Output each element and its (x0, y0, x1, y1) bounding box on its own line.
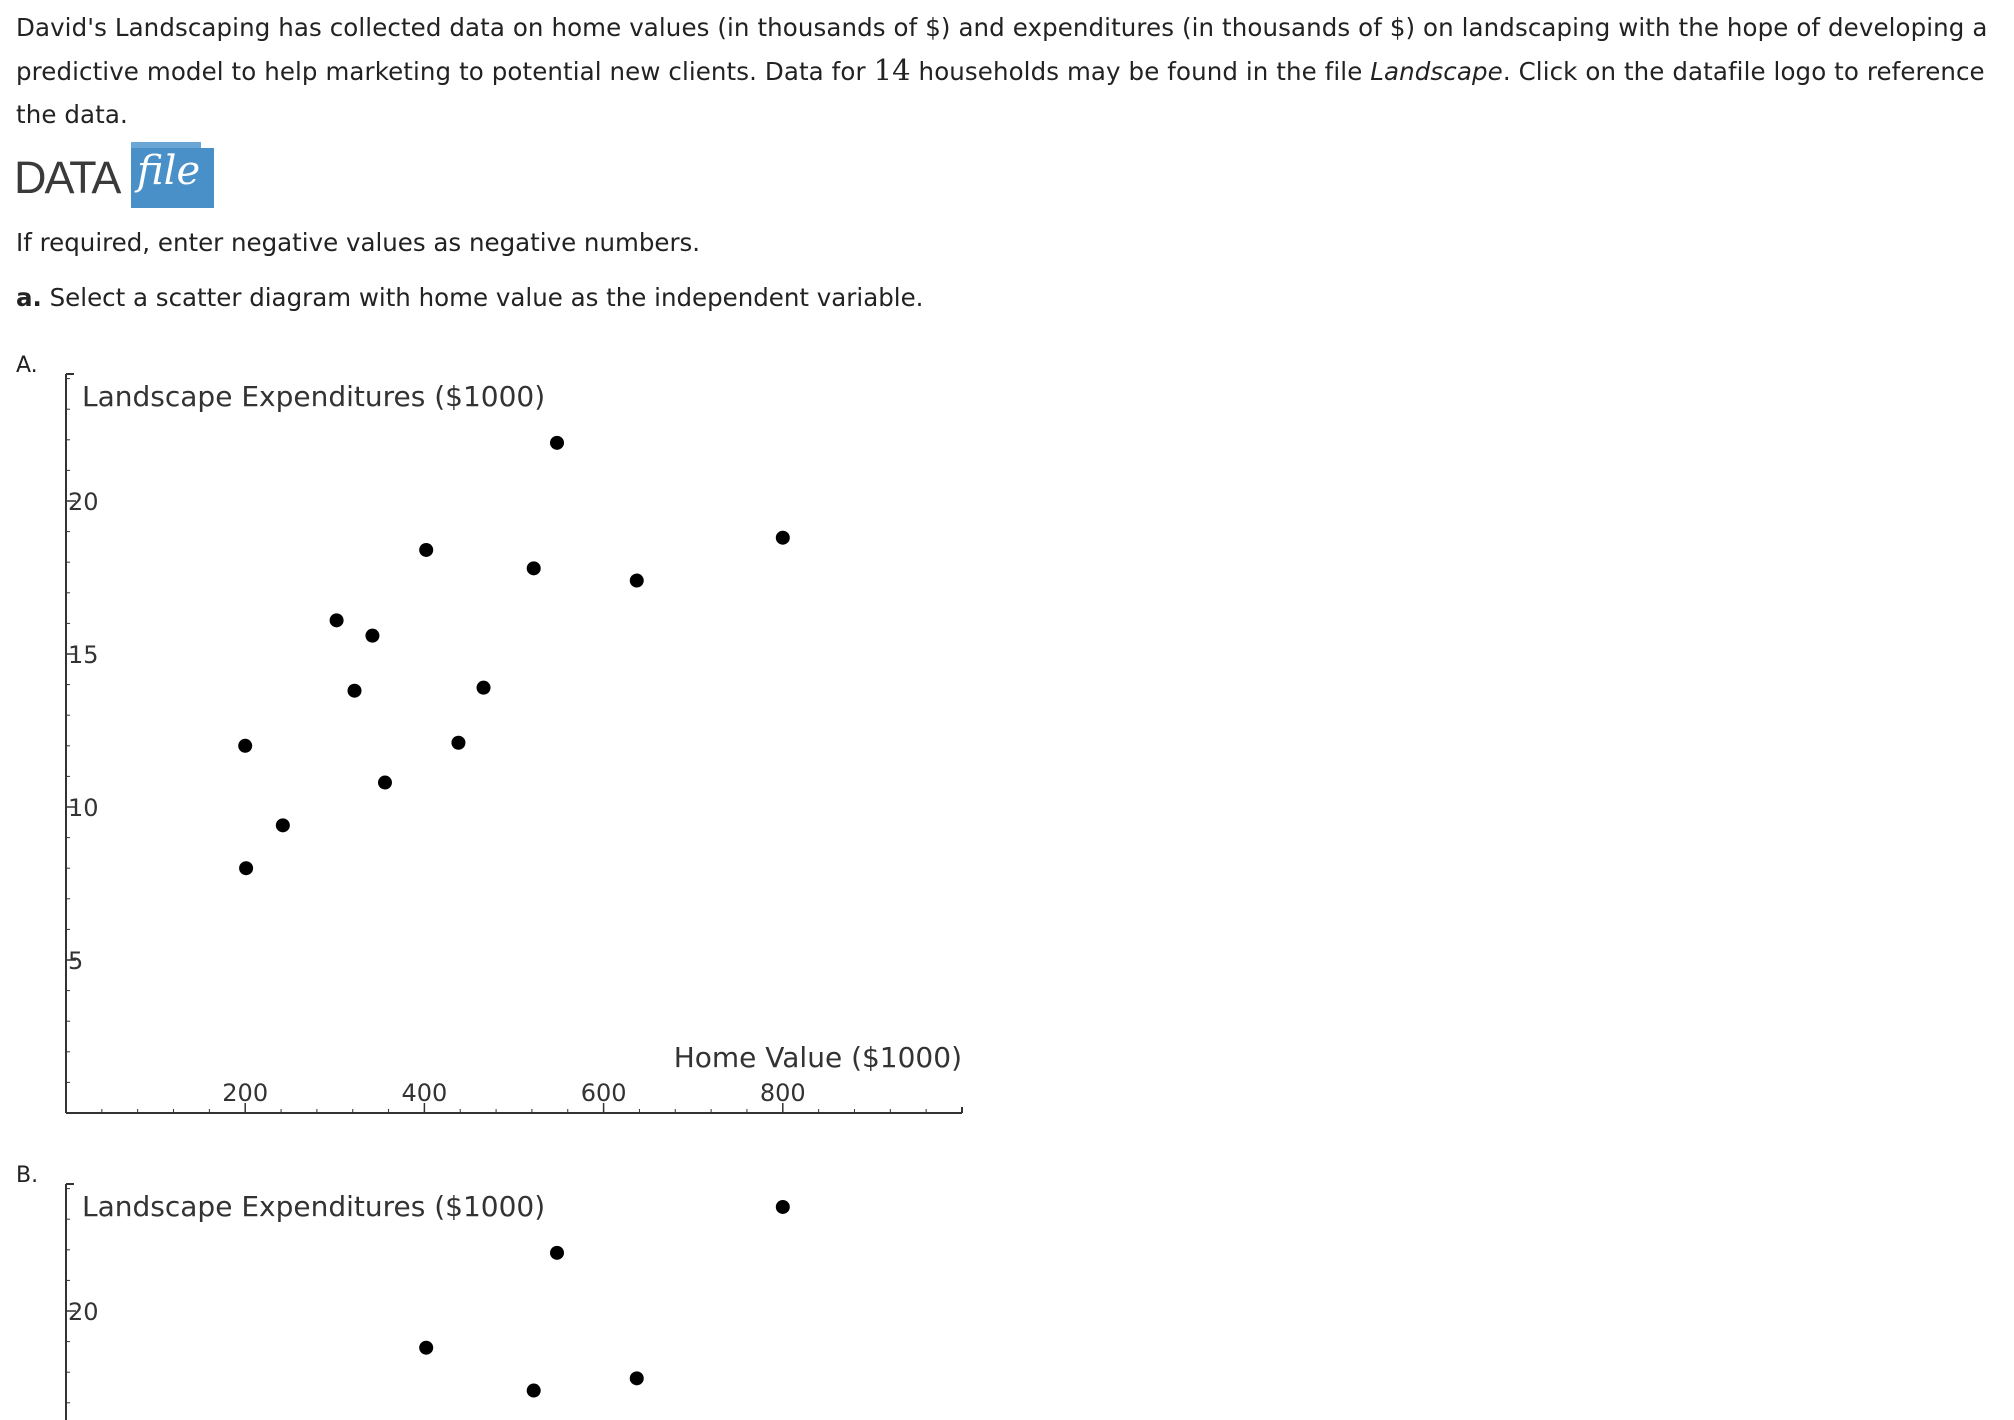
x-tick-label: 200 (222, 1079, 269, 1107)
option-b-label[interactable]: B. (16, 1163, 39, 1188)
datafile-logo-file-text: file (137, 148, 201, 194)
data-point (776, 531, 790, 545)
data-point (451, 736, 465, 750)
problem-intro (16, 6, 2006, 136)
data-point (239, 861, 253, 875)
data-point (238, 739, 252, 753)
question-a-label: a. (16, 283, 42, 312)
y-tick-label: 20 (68, 1298, 99, 1326)
data-point (630, 574, 644, 588)
data-point (477, 681, 491, 695)
data-point (550, 1246, 564, 1260)
data-point (365, 629, 379, 643)
data-point (419, 1341, 433, 1355)
datafile-name: Landscape (1370, 57, 1503, 86)
intro-text-3: . Click on the datafile logo to reference the data. (16, 57, 1985, 129)
data-point (378, 776, 392, 790)
data-point (330, 613, 344, 627)
data-point (776, 1200, 790, 1214)
data-point (419, 543, 433, 557)
datafile-logo-button[interactable] (14, 142, 214, 208)
y-tick-label: 10 (68, 794, 99, 822)
x-tick-label: 400 (401, 1079, 448, 1107)
y-axis-title: Landscape Expenditures ($1000) (82, 380, 546, 413)
x-axis-title: Home Value ($1000) (673, 1041, 962, 1074)
question-a-text: Select a scatter diagram with home value as the independent variable. (41, 283, 924, 312)
data-point (348, 684, 362, 698)
x-tick-label: 800 (759, 1079, 806, 1107)
intro-text-2: households may be found in the file (910, 57, 1371, 86)
data-point (276, 818, 290, 832)
option-a-scatter-chart[interactable] (60, 360, 1250, 1140)
option-a-label[interactable]: A. (16, 353, 38, 378)
instruction-text: If required, enter negative values as negative numbers. (16, 228, 701, 257)
folder-icon (117, 142, 214, 208)
intro-text-1: David's Landscaping has collected data on home values (in thousands of $) and expenditures (in thousands of $) on landscaping with the hope of developing a predictive model to help marketing to potential new clients. Data for (16, 13, 1988, 86)
y-tick-label: 5 (68, 947, 84, 975)
household-count: 14 (873, 53, 911, 87)
x-tick-label: 600 (580, 1079, 627, 1107)
data-point (527, 561, 541, 575)
data-point (527, 1384, 541, 1398)
data-point (630, 1371, 644, 1385)
data-point (550, 436, 564, 450)
y-tick-label: 15 (68, 641, 99, 669)
y-tick-label: 20 (68, 488, 99, 516)
question-a (16, 283, 923, 312)
option-b-scatter-chart[interactable] (60, 1170, 1250, 1420)
datafile-logo-data-text: DATA (14, 152, 120, 203)
y-axis-title: Landscape Expenditures ($1000) (82, 1190, 546, 1223)
